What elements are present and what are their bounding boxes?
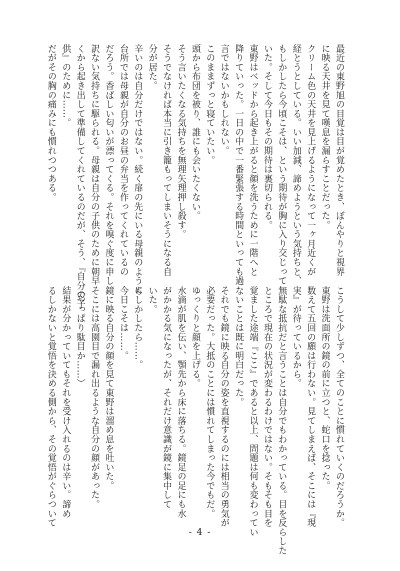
text-line: 降りていった。一日の中で一番緊張する時間といっても過 <box>233 44 244 286</box>
text-line: もしかしたら今頃こそは、という期待が胸に入り交じって <box>276 44 287 286</box>
text-line: 今日こそは……。 <box>117 286 128 361</box>
page-number: - 4 - <box>188 528 212 538</box>
text-line: そうでなければ本当に引き籠もってしまいそうになる自 <box>161 44 172 277</box>
text-line: ないことは既に明白だった。 <box>233 286 244 407</box>
upper-text-block <box>45 44 346 309</box>
text-line: 数えて五回の願は行わない。見てしまえば、そこには『現 <box>305 286 316 528</box>
text-line: 台所では母親が自分のお昼の弁当を作ってくれているの <box>117 44 128 277</box>
text-line: 言ではないかもしれない。 <box>218 44 229 156</box>
text-line: 結果が分かっていてもそれを受け入れるのは辛い。諦め <box>60 286 71 519</box>
text-line: 鏡に映る自分の顔を見て東野は溜め息を吐いた。 <box>103 286 114 491</box>
text-line: いた。そして今日もその期待は裏切られる。 <box>261 44 272 230</box>
text-line: このままずっと寝ていたい。 <box>204 44 215 165</box>
text-line: 訳ない気持ちに駆られる。母親は自分の子供のために朝早 <box>89 44 100 286</box>
text-line: 辛いのは自分だけではない。続く扉の先にいる母親のように <box>132 44 143 295</box>
text-line: るしかないと覚悟を決める側から、その覚悟がぐらついて <box>45 286 56 528</box>
text-line: 最近の東野旭の目覚は目が覚めたとき、ぼんやりと視界 <box>334 44 344 277</box>
text-line: 経とうとしている。いい加減、諦めようという気持ちと、 <box>290 44 301 286</box>
text-line: 必要だった。大抵のことには慣れてしまった今でもだ。 <box>204 286 215 519</box>
text-line: 実』が待っているから。 <box>290 286 301 389</box>
text-line: いた。 <box>146 286 157 314</box>
text-line: ところで現在の状況が変わるわけではない。そもそも目を <box>261 286 272 528</box>
text-line: に映る天井を見て嘆息を漏らすことだった。 <box>319 44 330 230</box>
text-line: だがその胸の痛みにも慣れつつある。 <box>45 44 56 202</box>
text-line: そこには高園目で漏れ出るような自分の顔があった。 <box>89 286 100 509</box>
text-line: それでも鏡に映る自分の姿を直視するのには相当の勇気が <box>218 286 229 528</box>
text-line: 供』のために……。 <box>60 44 71 128</box>
text-line: こうして少しずつ、全てのことに慣れていくのだろうか。 <box>334 286 344 528</box>
text-line: 水滴が肌を伝い、顎先から床に落ちる。鏡足の足にも水 <box>175 286 186 519</box>
text-line: だろう。香ばしい匂いが漂ってくる。それを嗅ぐ度に申し <box>103 44 114 286</box>
text-line: （やっぱり駄目か……） <box>74 286 85 389</box>
text-line: がかかる気になったが、それだけ意識が鏡に集中して <box>161 286 172 509</box>
text-line: そう言いたくなる気持ちを無理矢理押し殺す。 <box>175 44 186 240</box>
text-line: クリーム色の天井を見上げるようになって一ヶ月近くが <box>305 44 316 277</box>
text-line: 東野はベッドから起き上がると顔を洗うために一階へと <box>247 44 258 277</box>
text-line: もしかしたら……。 <box>132 286 143 370</box>
text-line: 分が居た。 <box>146 44 157 91</box>
lower-text-block <box>45 286 346 556</box>
text-line: 東野は洗面所の鏡の前に立つと、蛇口を捻った。 <box>319 286 330 491</box>
text-line: 頭から布団を被り、誰にも会いたくない。 <box>189 44 200 221</box>
text-line: ゆっくりと顔を上げる。 <box>189 286 200 389</box>
text-line: 覚ました途端『ここ』であると以上、問題は何も変わってい <box>247 286 258 537</box>
text-line: くから起き出して準備してくれているのだが、そう、『自分の子 <box>74 44 85 309</box>
text-line: 無駄な抵抗だと言うことは自分でもわかっている。目を反らした <box>276 286 287 556</box>
